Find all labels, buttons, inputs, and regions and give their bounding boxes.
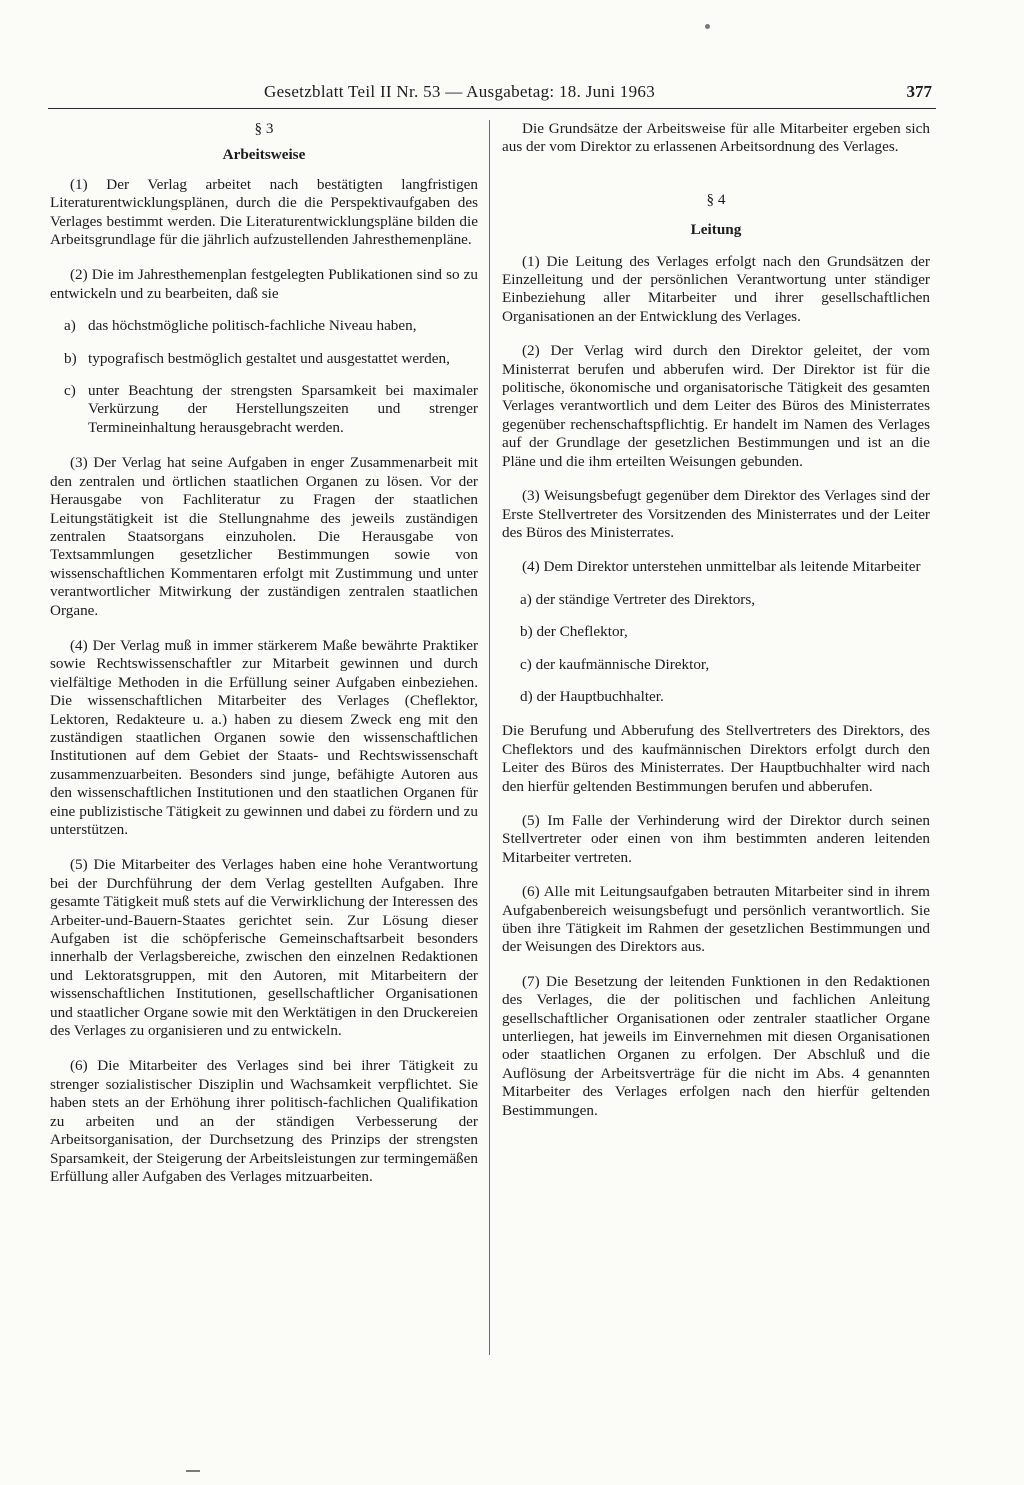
- column-divider: [489, 120, 490, 1355]
- list-item-label: a): [64, 317, 76, 335]
- left-column: [50, 120, 478, 1186]
- paragraph: Die Berufung und Abberufung des Stellvertreters des Direktors, des Cheflektors und des kaufmännischen Direktors erfolgt durch den Leiter des Büros des Ministerrates. Der Hauptbuchhalter wird nach den hierfür geltenden Bestimmungen berufen und abberufen.: [502, 722, 930, 795]
- list-item-label: d): [520, 687, 533, 705]
- paragraph: (3) Der Verlag hat seine Aufgaben in enger Zusammenarbeit mit den zentralen und örtlichen staatlichen Organen zu lösen. Vor der Herausgabe von Fachliteratur zu Fragen der staatlichen Leitungstätigkeit ist die Stellungnahme des jeweils zuständigen zentralen Staatsorgans einzuholen. Die Herausgabe von Textsammlungen gesetzlicher Bestimmungen sowie von wissenschaftlichen Kommentaren erfolgt mit Zustimmung und unter verantwortlicher Mitwirkung der zuständigen zentralen staatlichen Organe.: [50, 454, 478, 619]
- list-item-label: c): [520, 655, 532, 673]
- list-item-text: typografisch bestmöglich gestaltet und ausgestattet werden,: [88, 349, 450, 367]
- paragraph: (5) Im Falle der Verhinderung wird der Direktor durch seinen Stellvertreter oder einen von ihm bestimmten anderen leitenden Mitarbeiter vertreten.: [502, 811, 930, 866]
- page-number: 377: [906, 82, 932, 101]
- paragraph: (2) Die im Jahresthemenplan festgelegten Publikationen sind so zu entwickeln und zu bearbeiten, daß sie: [50, 266, 478, 302]
- list-item-label: a): [520, 590, 532, 608]
- list-item: [502, 656, 930, 674]
- scan-speck: [705, 24, 710, 29]
- right-column: [502, 120, 930, 1120]
- page-header: [48, 82, 936, 109]
- list-item-text: der ständige Vertreter des Direktors,: [535, 590, 756, 608]
- paragraph: (7) Die Besetzung der leitenden Funktionen in den Redaktionen des Verlages, die der politischen und fachlichen Anleitung gesellschaftlicher Organisationen oder zentraler staatlicher Organe unterliegen, hat jeweils im Einvernehmen mit diesen Organisationen oder staatlichen Organen zu erfolgen. Der Abschluß und die Auflösung der Arbeitsverträge für die nicht im Abs. 4 genannten Mitarbeiter des Verlages erfolgen nach den hierfür geltenden Bestimmungen.: [502, 972, 930, 1119]
- paragraph: (2) Der Verlag wird durch den Direktor geleitet, der vom Ministerrat berufen und abberufen wird. Der Direktor ist für die politische, ökonomische und organisatorische Tätigkeit des gesamten Verlages verantwortlich und dem Leiter des Büros des Ministerrates gegenüber rechenschaftspflichtig. Er handelt im Namen des Verlages auf der Grundlage der gesetzlichen Bestimmungen und ist an die Pläne und die ihm erteilten Weisungen gebunden.: [502, 342, 930, 470]
- paragraph: (6) Die Mitarbeiter des Verlages sind bei ihrer Tätigkeit zu strenger sozialistischer Disziplin und Wachsamkeit verpflichtet. Sie haben stets an der Erhöhung ihrer politisch-fachlichen Qualifikation zu arbeiten und an der ständigen Verbesserung der Arbeitsorganisation, der Durchsetzung des Prinzips der strengsten Sparsamkeit, der Steigerung der Arbeitsleistungen zur termingemäßen Erfüllung aller Aufgaben des Verlages mitzuarbeiten.: [50, 1057, 478, 1185]
- header-title: Gesetzblatt Teil II Nr. 53 — Ausgabetag: 18. Juni 1963: [264, 82, 655, 101]
- scan-speck: [186, 1470, 200, 1472]
- list-item-text: der Hauptbuchhalter.: [536, 687, 664, 705]
- paragraph: Die Grundsätze der Arbeitsweise für alle Mitarbeiter ergeben sich aus der vom Direktor zu erlassenen Arbeitsordnung des Verlages.: [502, 120, 930, 156]
- paragraph: (1) Die Leitung des Verlages erfolgt nach den Grundsätzen der Einzelleitung und der persönlichen Verantwortung unter ständiger Einbeziehung aller Mitarbeiter und ihrer gesellschaftlichen Organisationen an der Entwicklung des Verlages.: [502, 252, 930, 325]
- list-item: [50, 382, 478, 437]
- list-item: [50, 350, 478, 368]
- list-item-text: das höchstmögliche politisch-fachliche Niveau haben,: [88, 317, 417, 335]
- list-item-text: der Cheflektor,: [536, 623, 628, 641]
- list-item-label: b): [64, 349, 77, 367]
- section-title: Leitung: [690, 221, 742, 239]
- list-item: [502, 623, 930, 641]
- list-item: [502, 591, 930, 609]
- list-item-label: b): [520, 623, 533, 641]
- paragraph: (6) Alle mit Leitungsaufgaben betrauten Mitarbeiter sind in ihrem Aufgabenbereich weisungsbefugt und persönlich verantwortlich. Sie üben ihre Tätigkeit im Rahmen der gesetzlichen Bestimmungen und der Weisungen des Direktors aus.: [502, 883, 930, 956]
- list-item-label: c): [64, 382, 76, 400]
- list-item: [502, 688, 930, 706]
- paragraph: (1) Der Verlag arbeitet nach bestätigten langfristigen Literaturentwicklungsplänen, durch die die Perspektivaufgaben des Verlages bestimmt werden. Die Literaturentwicklungspläne bilden die Arbeitsgrundlage für die jährlich aufzustellenden Jahresthemenpläne.: [50, 175, 478, 249]
- list-item: [50, 317, 478, 335]
- list-item-text: der kaufmännische Direktor,: [535, 655, 710, 673]
- section-number: § 4: [706, 190, 726, 208]
- section-title: Arbeitsweise: [222, 146, 306, 164]
- paragraph: (4) Der Verlag muß in immer stärkerem Maße bewährte Praktiker sowie Rechtswissenschaftler zur Mitarbeit gewinnen und durch vielfältige Methoden in die Erfüllung seiner Aufgaben einbeziehen. Die wissenschaftlichen Mitarbeiter des Verlages (Cheflektor, Lektoren, Redakteure u. a.) haben zu diesem Zweck eng mit den zuständigen staatlichen Organen sowie den wissenschaftlichen Institutionen auf dem Gebiet der Staats- und Rechtswissenschaft zusammenzuarbeiten. Besonders sind junge, befähigte Autoren aus den wissenschaftlichen Institutionen und den staatlichen Organen für eine publizistische Tätigkeit zu gewinnen und dabei zu fördern und zu unterstützen.: [50, 636, 478, 838]
- paragraph: (4) Dem Direktor unterstehen unmittelbar als leitende Mitarbeiter: [522, 558, 921, 576]
- paragraph: (3) Weisungsbefugt gegenüber dem Direktor des Verlages sind der Erste Stellvertreter des Vorsitzenden des Ministerrates und der Leiter des Büros des Ministerrates.: [502, 487, 930, 541]
- list-item-text: unter Beachtung der strengsten Sparsamkeit bei maximaler Verkürzung der Herstellungszeiten und strenger Termineinhaltung herausgebracht werden.: [88, 382, 478, 436]
- paragraph: (5) Die Mitarbeiter des Verlages haben eine hohe Verantwortung bei der Durchführung der dem Verlag gestellten Aufgaben. Ihre gesamte Tätigkeit muß stets auf die Verwirklichung der Interessen des Arbeiter-und-Bauern-Staates gerichtet sein. Zur Lösung dieser Aufgaben ist die schöpferische Gemeinschaftsarbeit besonders innerhalb der Verlagsbereiche, zwischen den einzelnen Redaktionen und Lektoratsgruppen, mit den Autoren, mit Mitarbeitern der wissenschaftlichen Institutionen, gesellschaftlicher Organisationen und staatlicher Organe sowie mit den Werktätigen in den Druckereien des Verlages zu organisieren und zu entwickeln.: [50, 856, 478, 1040]
- section-number: § 3: [254, 120, 274, 137]
